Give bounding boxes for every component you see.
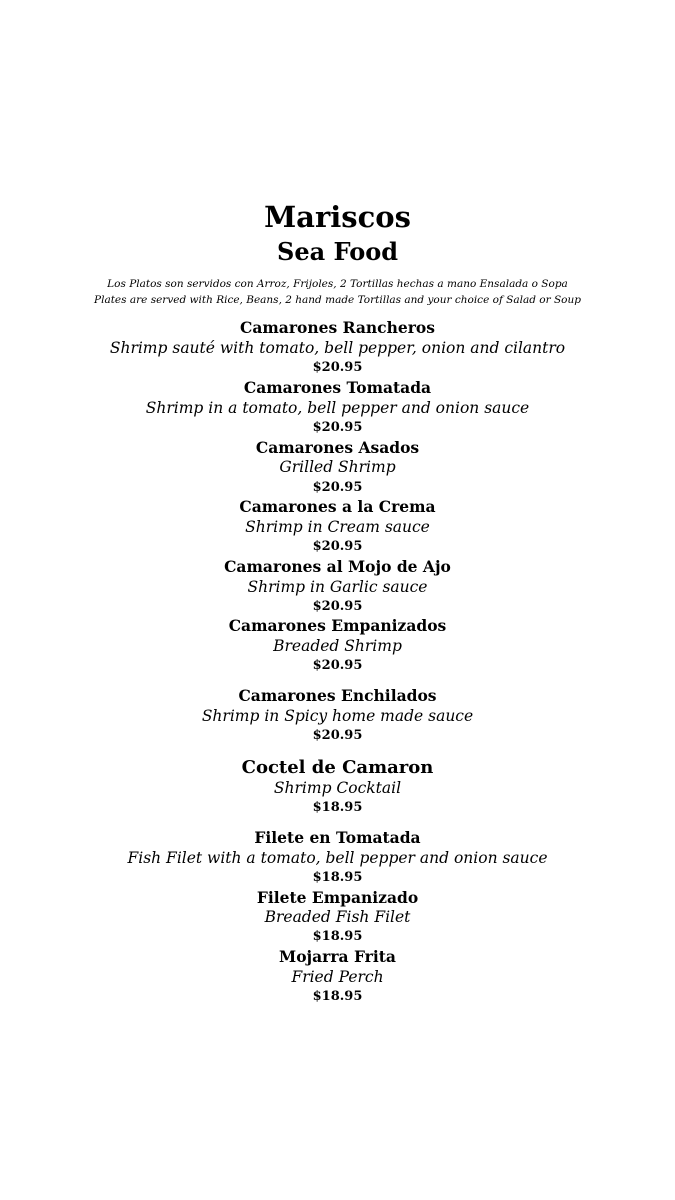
page-subtitle: Sea Food — [276, 237, 399, 266]
menu-item-description: Fish Filet with a tomato, bell pepper and onion sauce — [127, 849, 548, 867]
menu-item-name: Camarones Tomatada — [243, 378, 432, 397]
menu-item-price: $18.95 — [312, 870, 363, 885]
menu-item-description: Grilled Shrimp — [279, 458, 396, 476]
menu-item-name: Coctel de Camaron — [241, 757, 434, 778]
menu-item-description: Shrimp sauté with tomato, bell pepper, onion and cilantro — [109, 339, 566, 357]
menu-item-name: Filete Empanizado — [256, 888, 419, 907]
menu-item-price: $20.95 — [312, 599, 363, 614]
serving-note-english: Plates are served with Rice, Beans, 2 hand made Tortillas and your choice of Salad or Soup — [94, 294, 581, 306]
menu-item-name: Camarones Empanizados — [228, 616, 447, 635]
menu-item-price: $20.95 — [312, 728, 363, 743]
menu-item-description: Fried Perch — [291, 968, 384, 986]
page-title: Mariscos — [264, 200, 411, 234]
menu-item-price: $20.95 — [312, 480, 363, 495]
menu-item-name: Mojarra Frita — [279, 947, 396, 966]
menu-item-description: Shrimp in a tomato, bell pepper and onion sauce — [145, 399, 530, 417]
menu-item-price: $20.95 — [312, 658, 363, 673]
menu-item-price: $18.95 — [312, 989, 363, 1004]
menu-item-price: $20.95 — [312, 360, 363, 375]
menu-item-description: Shrimp Cocktail — [273, 779, 402, 797]
menu-item-name: Camarones Enchilados — [238, 686, 437, 705]
menu-item-name: Camarones a la Crema — [239, 497, 436, 516]
menu-item-description: Shrimp in Cream sauce — [245, 518, 430, 536]
menu-item-price: $20.95 — [312, 420, 363, 435]
menu-item-description: Shrimp in Garlic sauce — [247, 578, 428, 596]
serving-note-spanish: Los Platos son servidos con Arroz, Frijoles, 2 Tortillas hechas a mano Ensalada o Sopa — [107, 278, 568, 290]
menu-item-name: Filete en Tomatada — [254, 828, 421, 847]
menu-item-description: Breaded Fish Filet — [264, 908, 411, 926]
menu-item-price: $18.95 — [312, 929, 363, 944]
menu-item-name: Camarones Rancheros — [240, 318, 435, 337]
menu-item-description: Breaded Shrimp — [273, 637, 402, 655]
menu-item-name: Camarones al Mojo de Ajo — [224, 557, 451, 576]
menu-item-price: $18.95 — [312, 800, 363, 815]
menu-item-description: Shrimp in Spicy home made sauce — [201, 707, 474, 725]
menu-item-price: $20.95 — [312, 539, 363, 554]
menu-item-name: Camarones Asados — [255, 438, 420, 457]
